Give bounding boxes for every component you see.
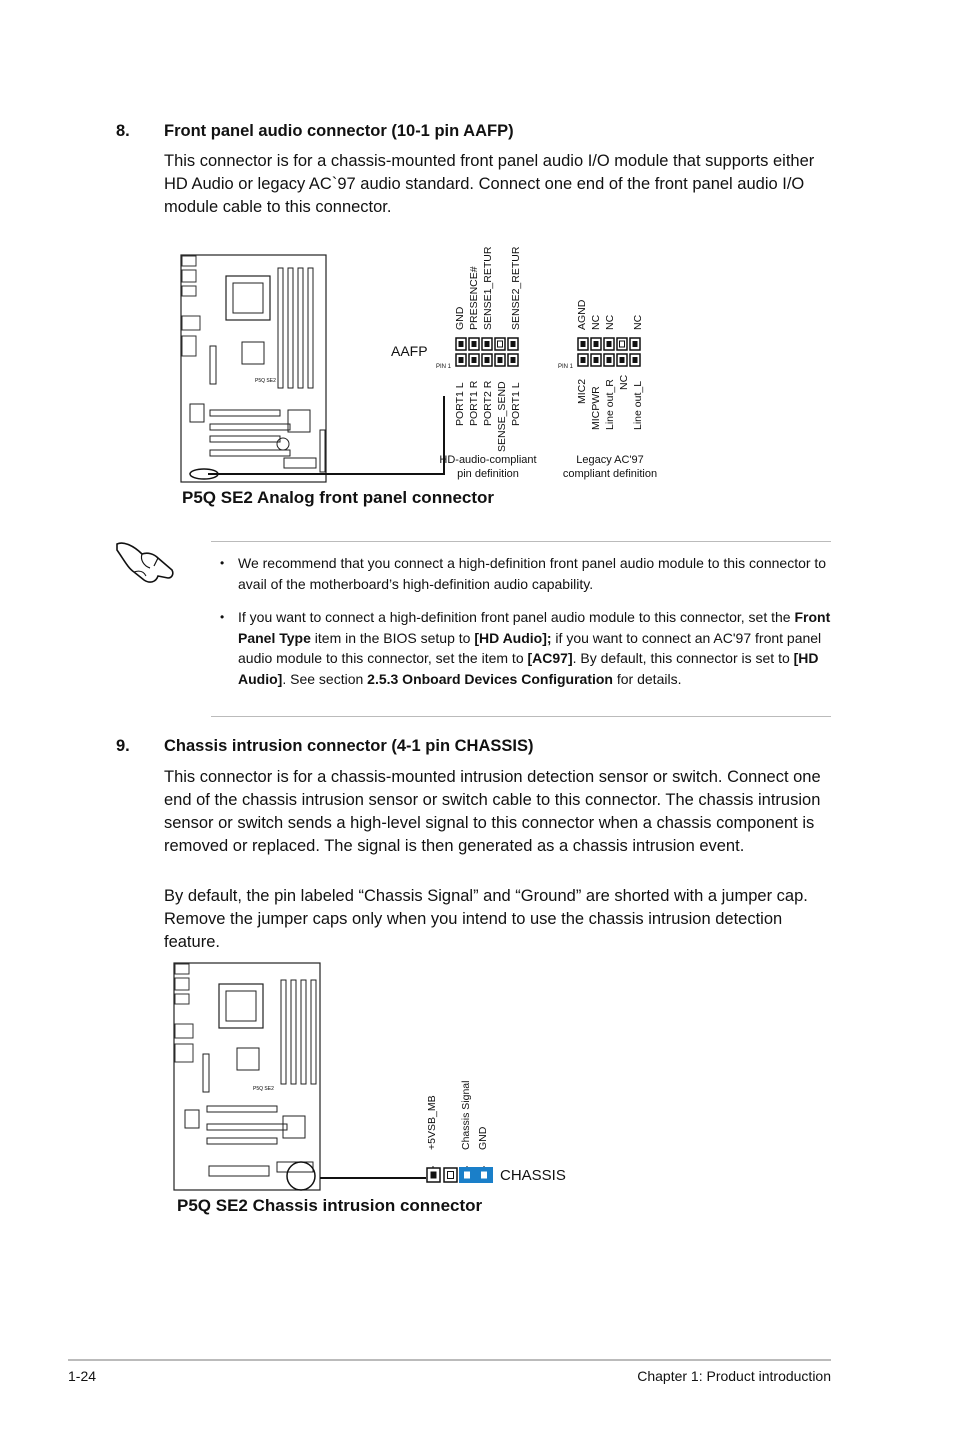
pin-label: NC — [604, 314, 616, 330]
pin-label: PORT1 R — [468, 380, 480, 426]
pin-label: NC — [618, 374, 630, 390]
note-item: • If you want to connect a high-definition front panel audio module to this connector, set the Front Panel Type item in the BIOS setup to [HD Audio]; if you want to connect an AC'97 front panel audio module to this connector, set the item to [AC97]. By default, this connector is set to [HD Audio]. See section 2.5.3 Onboard Devices Configuration for details. — [220, 609, 831, 687]
connector-label: AAFP — [391, 343, 428, 359]
ac97-header — [577, 337, 657, 374]
svg-text:P5Q SE2: P5Q SE2 — [253, 1086, 274, 1092]
section-body: By default, the pin labeled “Chassis Signal” and “Ground” are shorted with a jumper cap. Remove the jumper caps only when you intend to use the chassis intrusion detection feature. — [164, 887, 808, 951]
pin-label: GND — [477, 1126, 489, 1150]
pin-label: MIC2 — [576, 378, 588, 404]
section-title: Front panel audio connector (10-1 pin AAFP) — [164, 122, 514, 140]
connector-label: CHASSIS — [500, 1167, 566, 1184]
hand-pointer-icon — [114, 536, 176, 591]
note-top-rule — [211, 541, 831, 542]
figure-caption: P5Q SE2 Chassis intrusion connector — [177, 1196, 483, 1215]
motherboard-diagram — [180, 254, 328, 484]
pin-label: Line out_R — [604, 379, 616, 430]
section-body: This connector is for a chassis-mounted front panel audio I/O module that supports either HD Audio or legacy AC`97 audio standard. Connect one end of the front panel audio I/O module cable to this connector. — [164, 152, 815, 216]
pin-label: NC — [632, 314, 644, 330]
page-number: 1-24 — [68, 1368, 97, 1384]
note-bottom-rule — [211, 716, 831, 717]
svg-text:P5Q SE2: P5Q SE2 — [255, 378, 276, 384]
figure-caption: P5Q SE2 Analog front panel connector — [182, 488, 495, 507]
pin-label: PORT2 R — [482, 380, 494, 426]
motherboard-diagram — [173, 962, 323, 1192]
pin-label: AGND — [576, 299, 588, 330]
pin1-label: PIN 1 — [558, 364, 574, 370]
pin-label: Line out_L — [632, 380, 644, 430]
pin-label: NC — [590, 314, 602, 330]
pin-label: SENSE1_RETUR — [482, 246, 494, 330]
section-title: Chassis intrusion connector (4-1 pin CHASSIS) — [164, 737, 534, 755]
section-number: 9. — [116, 737, 130, 755]
pin-label: Chassis Signal — [460, 1080, 472, 1150]
section-body: This connector is for a chassis-mounted intrusion detection sensor or switch. Connect one end of the chassis intrusion sensor or switch cable to this connector. The chassis intrusion sensor or switch sends a high-level signal to this connector when a chassis component is removed or replaced. The signal is then generated as a chassis intrusion event. — [164, 768, 821, 855]
pin-label: SENSE_SEND — [496, 381, 508, 452]
hd-caption: HD-audio-compliant pin definition — [439, 454, 537, 480]
note-item: • We recommend that you connect a high-definition front panel audio module to this connector to avail of the motherboard’s high-definition audio capability. — [220, 555, 827, 592]
pin-label: SENSE2_RETUR — [510, 246, 522, 330]
ac97-caption: Legacy AC'97 compliant definition — [562, 454, 658, 480]
leader-line — [320, 1177, 426, 1179]
pin1-label: PIN 1 — [436, 364, 452, 370]
pin-label: MICPWR — [590, 386, 602, 430]
leader-line — [208, 473, 444, 475]
pin-label: PORT1 L — [510, 382, 522, 426]
pin-label: PRESENCE# — [468, 266, 480, 330]
section-number: 8. — [116, 122, 130, 140]
pin-label: GND — [454, 306, 466, 330]
chassis-header — [426, 1166, 496, 1191]
hd-audio-header — [455, 337, 535, 374]
note-list — [220, 553, 838, 713]
chapter-title: Chapter 1: Product introduction — [637, 1368, 831, 1384]
pin-label: +5VSB_MB — [426, 1095, 438, 1150]
pin-label: PORT1 L — [454, 382, 466, 426]
footer-rule — [68, 1359, 831, 1361]
